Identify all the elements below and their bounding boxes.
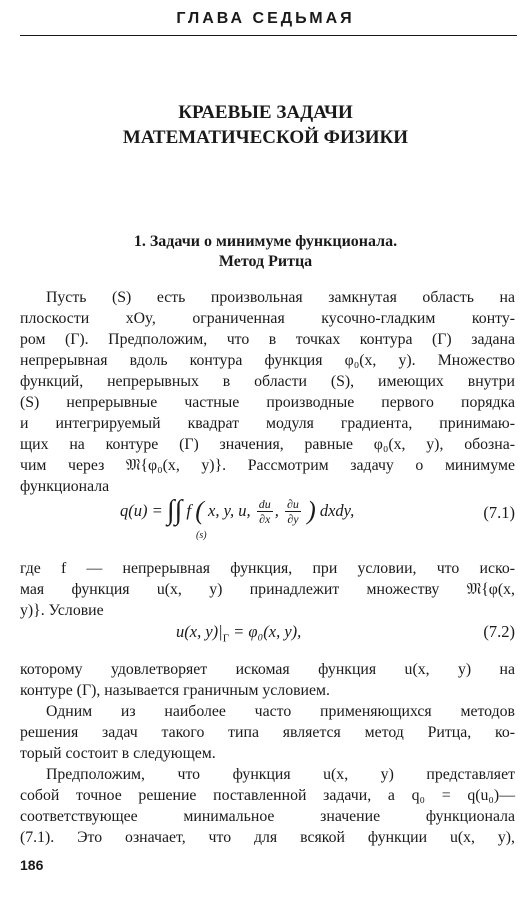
page-number: 186 <box>20 857 44 873</box>
text-line: Пусть (S) есть произвольная замкнутая область на <box>46 289 515 306</box>
text-line: решения задач такого типа является метод Ритца, ко- <box>20 724 515 741</box>
paragraph-2-end <box>20 600 515 621</box>
paragraph-3 <box>20 659 515 680</box>
text-line: (7.1). Это означает, что для всякой функции u(x, y), <box>20 829 515 846</box>
running-head: ГЛАВА СЕДЬМАЯ <box>176 10 355 27</box>
text-line: собой точное решение поставленной задачи, а q₀ = q(u₀)— <box>20 787 515 804</box>
chapter-title-line-1: КРАЕВЫЕ ЗАДАЧИ <box>178 102 353 123</box>
double-integral-sign: ∫∫ <box>166 495 183 526</box>
paragraph-1-body <box>20 308 515 476</box>
text-line: торый состоит в следующем. <box>20 745 216 762</box>
eq-tail: dxdy, <box>319 501 355 520</box>
left-paren: ( <box>195 496 204 525</box>
contour-subscript: Г <box>222 632 230 645</box>
chapter-title-line-2: МАТЕМАТИЧЕСКОЙ ФИЗИКИ <box>122 127 409 148</box>
text-line: соответствующее минимальное значение функционала <box>20 808 515 825</box>
text-line: контуре (Г), называется граничным условием. <box>20 682 330 699</box>
text-line: где f — непрерывная функция, при условии, что иско- <box>20 560 515 577</box>
text-line: Предположим, что функция u(x, y) представляет <box>46 766 515 783</box>
paragraph-4-body <box>20 722 515 743</box>
eq-lhs: q(u) = <box>120 501 167 520</box>
section-title <box>0 232 531 272</box>
eq-f: f <box>186 501 192 520</box>
paragraph-3-end <box>20 680 515 701</box>
text-line: функций, непрерывных в области (S), имеющих внутри <box>20 373 515 390</box>
section-title-line-2: Метод Ритца <box>218 253 313 270</box>
equation-number-7-2: (7.2) <box>483 622 515 641</box>
text-line: щих на контуре (Г) значения, равные φ₀(x, y), обозна- <box>20 436 515 453</box>
text-line: непрерывная вдоль контура функция φ₀(x, y). Множество <box>20 352 515 369</box>
paragraph-4-end <box>20 743 515 764</box>
fraction-du-dx: $\frac{du}{\partial x}$ <box>258 496 271 526</box>
text-line: чим через 𝔐{φ₀(x, y)}. Рассмотрим задачу о минимуме <box>20 457 515 474</box>
text-line: мая функция u(x, y) принадлежит множеству 𝔐{φ(x, <box>20 581 515 598</box>
header-rule <box>20 35 517 36</box>
equation-7-2-formula: u(x, $y)|_Г = \varphi_0(x$, y), <box>176 622 302 645</box>
text-line: и интегрируемый квадрат модуля градиента, принимаю- <box>20 415 515 432</box>
right-paren: ) <box>307 496 316 525</box>
text-line: которому удовлетворяет искомая функция u(x, y) на <box>20 661 515 678</box>
paragraph-5 <box>46 764 515 785</box>
text-line: (S) непрерывные частные производные первого порядка <box>20 394 515 411</box>
paragraph-5-body <box>20 785 515 848</box>
text-line: ром (Г). Предположим, что в точках контура (Г) задана <box>20 331 515 348</box>
paragraph-1-end <box>20 476 515 497</box>
text-line: функционала <box>20 478 110 495</box>
text-line: Одним из наиболее часто применяющихся методов <box>46 703 515 720</box>
text-line: плоскости xOy, ограниченная кусочно-гладким конту- <box>20 310 515 327</box>
section-title-line-1: 1. Задачи о минимуме функционала. <box>133 233 398 250</box>
paragraph-2 <box>20 558 515 600</box>
text-line: y)}. Условие <box>20 602 104 619</box>
eq-args: x, y, u, <box>208 501 251 520</box>
fraction-du-dy: $\frac{\partial u}{\partial y}$ <box>287 496 299 526</box>
equation-7-2 <box>20 620 515 650</box>
equation-7-1-formula: q(u) = ∫∫ f ( x, y, u, $\frac{du}{\partial x}$ , $\frac{\partial u}{\partial y}$ ) dxdy, <box>120 495 355 526</box>
equation-7-1 <box>20 495 515 545</box>
paragraph-4 <box>46 701 515 722</box>
integration-region: (s) <box>196 530 207 541</box>
chapter-title <box>0 100 531 150</box>
paragraph-1 <box>20 287 515 308</box>
equation-number-7-1: (7.1) <box>483 503 515 522</box>
